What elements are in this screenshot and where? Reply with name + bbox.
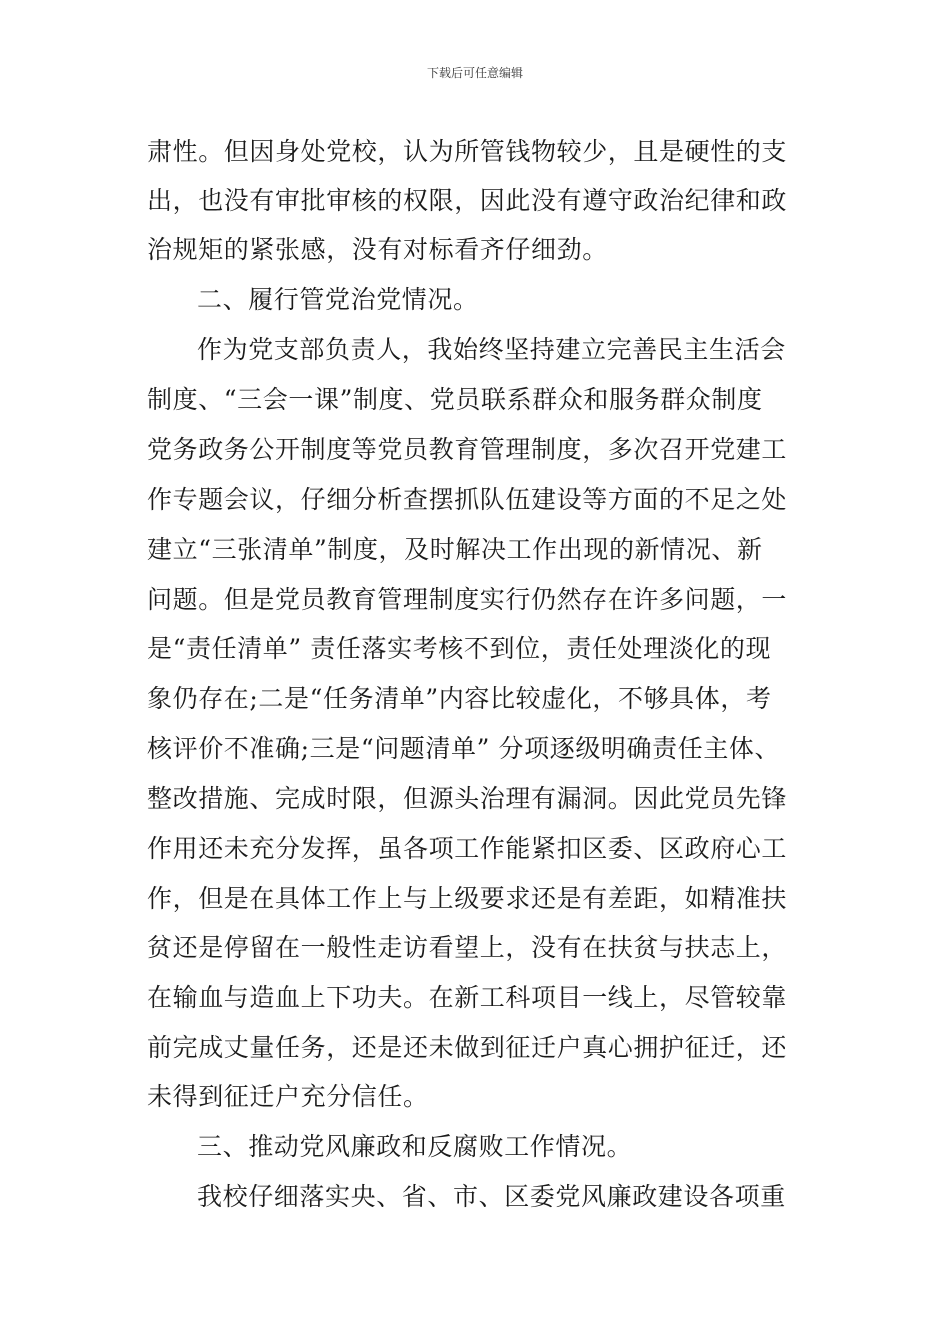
body-line: 治规矩的紧张感，没有对标看齐仔细劲。 <box>147 235 608 264</box>
body-line: 制度、“三会一课”制度、党员联系群众和服务群众制度 <box>147 385 763 414</box>
body-line: 作为党支部负责人，我始终坚持建立完善民主生活会 <box>197 335 786 364</box>
body-line: 肃性。但因身处党校，认为所管钱物较少，且是硬性的支 <box>147 137 788 166</box>
body-line: 前完成丈量任务，还是还未做到征迁户真心拥护征迁，还 <box>147 1033 788 1062</box>
body-line: 整改措施、完成时限，但源头治理有漏洞。因此党员先锋 <box>147 784 788 813</box>
body-line: 建立“三张清单”制度，及时解决工作出现的新情况、新 <box>147 535 763 564</box>
section-heading: 三、推动党风廉政和反腐败工作情况。 <box>197 1132 633 1161</box>
body-line: 未得到征迁户充分信任。 <box>147 1082 429 1111</box>
body-line: 作专题会议，仔细分析查摆抓队伍建设等方面的不足之处 <box>147 485 788 514</box>
body-line: 问题。但是党员教育管理制度实行仍然存在许多问题，一 <box>147 585 788 614</box>
body-line: 作用还未充分发挥，虽各项工作能紧扣区委、区政府心工 <box>147 834 788 863</box>
body-line: 象仍存在;二是“任务清单”内容比较虚化，不够具体，考 <box>147 684 772 713</box>
body-line: 我校仔细落实央、省、市、区委党风廉政建设各项重 <box>197 1182 786 1211</box>
body-line: 在输血与造血上下功夫。在新工科项目一线上，尽管较靠 <box>147 983 788 1012</box>
body-line: 是“责任清单” 责任落实考核不到位，责任处理淡化的现 <box>147 634 772 663</box>
body-line: 核评价不准确;三是“问题清单” 分项逐级明确责任主体、 <box>147 734 781 763</box>
body-line: 党务政务公开制度等党员教育管理制度，多次召开党建工 <box>147 435 788 464</box>
body-line: 出，也没有审批审核的权限，因此没有遵守政治纪律和政 <box>147 186 788 215</box>
section-heading: 二、履行管党治党情况。 <box>197 285 479 314</box>
body-line: 作，但是在具体工作上与上级要求还是有差距，如精准扶 <box>147 884 788 913</box>
body-line: 贫还是停留在一般性走访看望上，没有在扶贫与扶志上， <box>147 933 788 962</box>
page-header-note: 下载后可任意编辑 <box>426 66 523 80</box>
